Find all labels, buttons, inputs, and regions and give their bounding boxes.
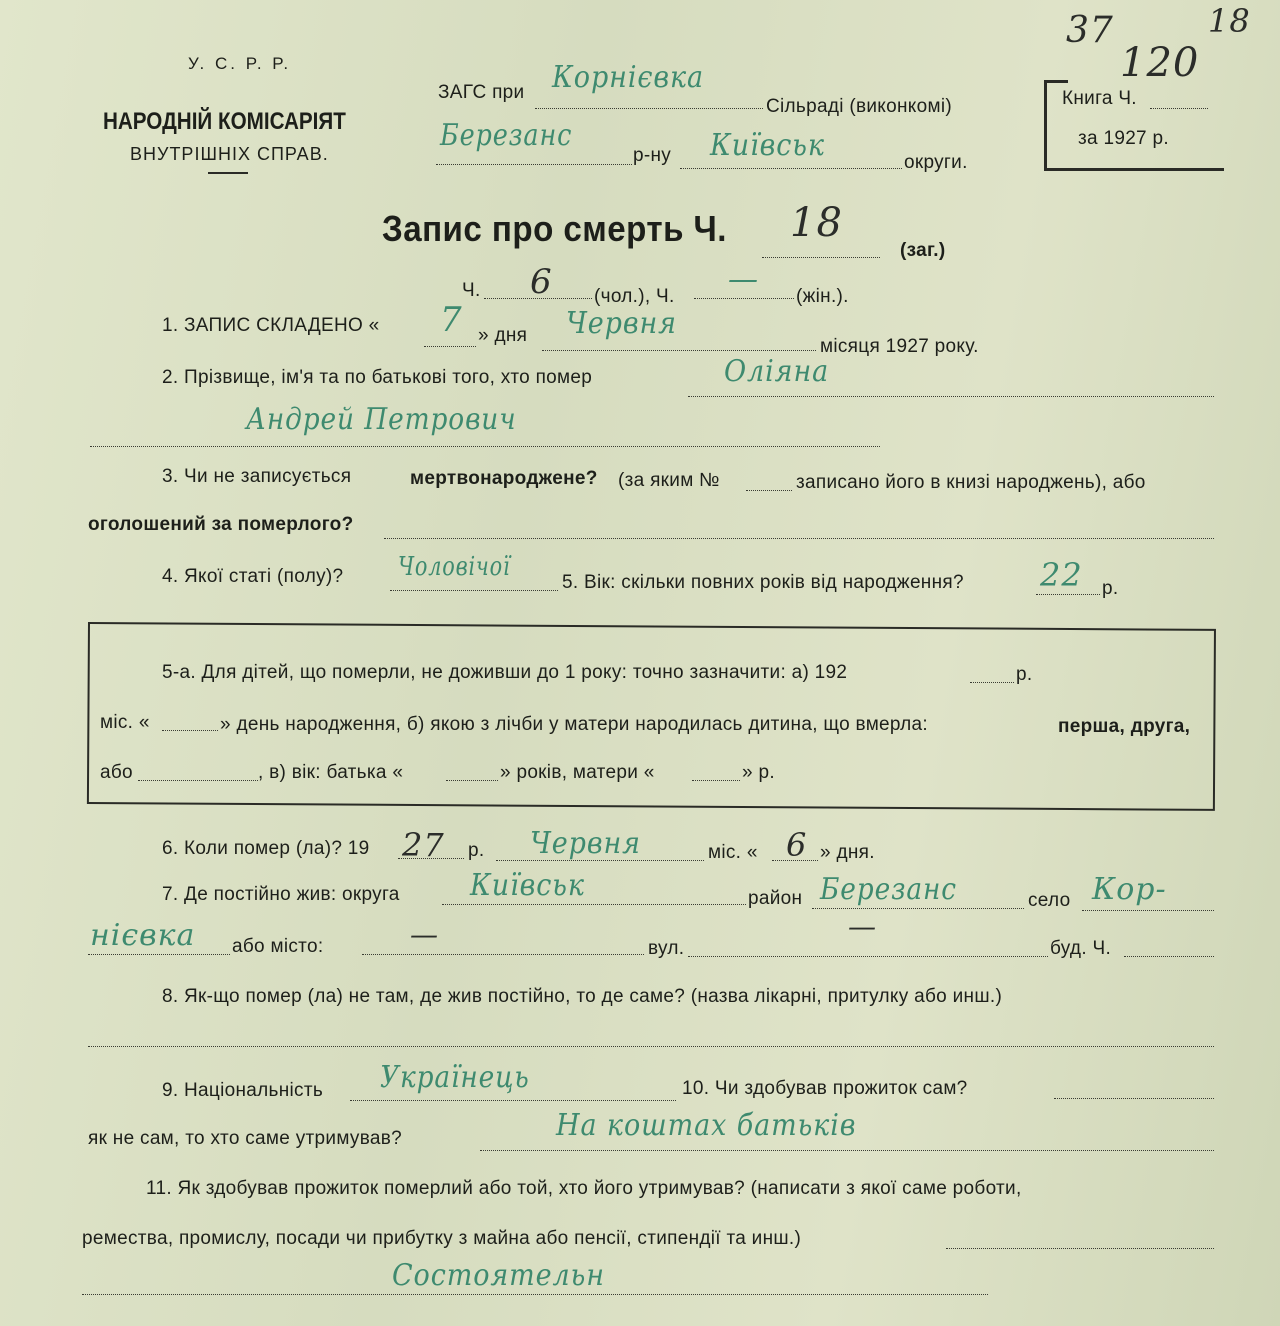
- rayon-handwriting: Березанс: [440, 118, 573, 153]
- field-7-vul-label: вул.: [648, 938, 685, 959]
- field-3-bold: мертвонароджене?: [410, 468, 598, 489]
- zags-suffix: Сільраді (виконкомі): [766, 96, 952, 117]
- book-box-left-border: [1044, 80, 1047, 170]
- rayon-line: [436, 164, 632, 165]
- field-7-selo-label: село: [1028, 890, 1071, 911]
- field-1-mid: » дня: [478, 325, 528, 346]
- field-5a-order-line: [138, 780, 258, 781]
- field-10b-label: як не сам, то хто саме утримував?: [88, 1128, 403, 1149]
- field-3-label-a: 3. Чи не записується: [162, 466, 352, 487]
- field-2-surname-line: [688, 396, 1214, 397]
- book-box-bottom-border: [1044, 168, 1224, 171]
- female-number-handwriting: —: [728, 262, 759, 297]
- field-4-value-handwriting: Чоловічої: [398, 552, 511, 582]
- ussr-label: У. С. Р. Р.: [188, 54, 292, 73]
- field-2-label: 2. Прізвище, ім'я та по батькові того, хто помер: [162, 367, 593, 388]
- record-number-handwriting: 18: [790, 200, 843, 246]
- field-3-label-b: (за яким №: [618, 470, 720, 491]
- field-7-label: 7. Де постійно жив: округа: [162, 884, 400, 905]
- field-7-vul-line: [688, 956, 1048, 957]
- female-number-line: [694, 298, 794, 299]
- book-number-line: [1150, 108, 1208, 109]
- field-7-selo-line: [1082, 910, 1214, 911]
- okruha-label: округи.: [904, 152, 968, 173]
- field-9-line: [350, 1100, 676, 1101]
- field-5a-line3a: або: [100, 762, 133, 783]
- field-5a-line3d: » р.: [742, 762, 775, 783]
- field-5a-line1-end: р.: [1016, 664, 1033, 685]
- field-10b-value-handwriting: На коштах батьків: [556, 1108, 857, 1143]
- zags-village-line: [535, 108, 763, 109]
- field-3-number-line: [746, 490, 792, 491]
- field-5a-father-line: [446, 780, 498, 781]
- field-5a-line2a: міс. «: [100, 712, 150, 733]
- field-6-label: 6. Коли помер (ла)? 19: [162, 838, 370, 859]
- field-6-day-handwriting: 6: [786, 826, 808, 864]
- rayon-label: р-ну: [633, 145, 672, 166]
- field-10b-line: [480, 1150, 1214, 1151]
- okruha-line: [680, 168, 902, 169]
- book-number-handwriting: 120: [1120, 40, 1200, 86]
- record-number-line: [762, 257, 880, 258]
- field-6-mis: міс. «: [708, 842, 758, 863]
- field-11-line2-fill: [946, 1248, 1214, 1249]
- field-7-okruha-line: [442, 904, 746, 905]
- field-5-line: [1036, 594, 1100, 595]
- male-label: (чол.), Ч.: [594, 286, 675, 307]
- corner-number-handwriting: 37: [1066, 10, 1114, 51]
- field-10-line: [1054, 1098, 1214, 1099]
- field-5-end: р.: [1102, 578, 1119, 599]
- field-8-line: [88, 1046, 1214, 1047]
- field-7-bud-label: буд. Ч.: [1050, 938, 1112, 959]
- field-7-misto-label: або місто:: [232, 936, 324, 957]
- corner-number2-handwriting: 18: [1208, 2, 1251, 40]
- field-1-end: місяця 1927 року.: [820, 336, 979, 357]
- field-5a-line3c: » років, матери «: [500, 762, 655, 783]
- field-10-label: 10. Чи здобував прожиток сам?: [682, 1078, 968, 1099]
- field-11-value-line: [82, 1294, 988, 1295]
- field-7-rayon-line: [812, 908, 1024, 909]
- field-11-line1: 11. Як здобував прожиток померлий або той, хто його утримував? (написати з якої саме роботи,: [146, 1178, 1022, 1199]
- field-6-month-handwriting: Червня: [530, 826, 641, 861]
- field-4-label: 4. Якої статі (полу)?: [162, 566, 344, 587]
- field-8-label: 8. Як-що помер (ла) не там, де жив постійно, то де саме? (назва лікарні, притулку або инш.): [162, 986, 1003, 1007]
- commissariat-title: НАРОДНІЙ КОМІСАРІЯТ: [103, 108, 346, 135]
- record-suffix: (заг.): [900, 240, 946, 261]
- field-7-okruha-handwriting: Київськ: [470, 868, 585, 903]
- field-6-end: » дня.: [820, 842, 875, 863]
- field-1-month-line: [542, 350, 816, 351]
- okruha-handwriting: Київськ: [710, 128, 825, 163]
- field-6-r: р.: [468, 840, 485, 861]
- field-1-day-handwriting: 7: [440, 300, 463, 340]
- field-7-selo2-handwriting: нієвка: [90, 918, 196, 953]
- field-2-surname-handwriting: Оліяна: [724, 354, 830, 389]
- field-5a-line3b: , в) вік: батька «: [258, 762, 404, 783]
- field-5a-line2b: » день народження, б) якою з лічби у матери народилась дитина, що вмерла:: [220, 714, 928, 735]
- divider: [208, 172, 248, 174]
- field-11-line2: ремества, промислу, посади чи прибутку з майна або пенсії, стипендії та инш.): [82, 1228, 802, 1249]
- field-7-rayon-label: район: [748, 888, 803, 909]
- sub-ch-label: Ч.: [462, 280, 481, 301]
- field-1-month-handwriting: Червня: [566, 306, 677, 341]
- zags-prefix: ЗАГС при: [438, 82, 525, 103]
- field-5a-month-line: [162, 730, 218, 731]
- field-5-value-handwriting: 22: [1040, 556, 1083, 594]
- field-6-year-handwriting: 27: [402, 826, 445, 864]
- field-5a-year-line: [970, 682, 1014, 683]
- field-3-bold2: оголошений за померлого?: [88, 514, 354, 535]
- zags-village-handwriting: Корнієвка: [552, 60, 705, 95]
- field-9-value-handwriting: Українець: [380, 1060, 530, 1095]
- field-7-vul-handwriting: —: [848, 910, 877, 943]
- field-5-label: 5. Вік: скільки повних років від народження?: [562, 572, 964, 593]
- field-1-label: 1. ЗАПИС СКЛАДЕНО «: [162, 315, 380, 336]
- field-9-label: 9. Національність: [162, 1080, 324, 1101]
- field-11-value-handwriting: Состоятельн: [392, 1258, 605, 1293]
- field-4-line: [390, 590, 558, 591]
- field-1-day-line: [424, 346, 476, 347]
- field-7-selo2-line: [88, 954, 230, 955]
- field-7-bud-line: [1124, 956, 1214, 957]
- book-box-top-border: [1044, 80, 1068, 83]
- field-6-year-line: [398, 858, 464, 859]
- commissariat-subtitle: ВНУТРІШНІХ СПРАВ.: [130, 144, 329, 164]
- field-5a-line1: 5-а. Для дітей, що померли, не доживши до 1 року: точно зазначити: а) 192: [162, 662, 848, 683]
- female-label: (жін.).: [796, 286, 849, 307]
- year-label: за 1927 р.: [1078, 128, 1169, 149]
- field-5a-line2-bold: перша, друга,: [1058, 716, 1191, 737]
- page-title: Запис про смерть Ч.: [382, 208, 727, 249]
- field-7-misto-line: [362, 954, 644, 955]
- field-3-line: [384, 538, 1214, 539]
- field-6-day-line: [772, 860, 818, 861]
- field-6-month-line: [496, 860, 704, 861]
- field-2-name-line: [90, 446, 880, 447]
- field-3-label-c: записано його в книзі народжень), або: [796, 472, 1146, 493]
- field-7-misto-handwriting: —: [410, 918, 439, 951]
- male-number-handwriting: 6: [530, 262, 553, 302]
- field-5a-mother-line: [692, 780, 740, 781]
- field-7-rayon-handwriting: Березанс: [820, 872, 957, 907]
- field-7-selo-handwriting: Кор-: [1092, 872, 1167, 907]
- book-label: Книга Ч.: [1062, 88, 1137, 109]
- field-2-name-handwriting: Андрей Петрович: [246, 402, 517, 437]
